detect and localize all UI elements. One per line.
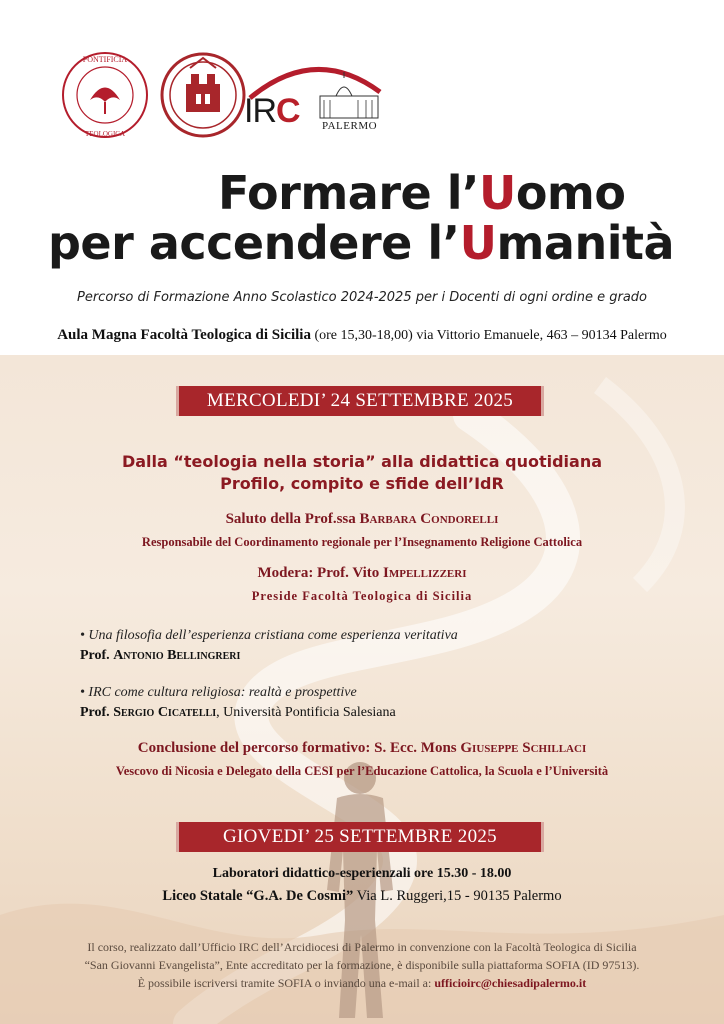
- date-banner-day1: MERCOLEDI’ 24 SETTEMBRE 2025: [176, 386, 544, 416]
- svg-text:PONTIFICIA: PONTIFICIA: [82, 55, 128, 64]
- title-line-1: Formare l’Uomo: [218, 166, 626, 220]
- moderator-line: Modera: Prof. Vito Impellizzeri: [257, 565, 467, 581]
- date-banner-day2: GIOVEDI’ 25 SETTEMBRE 2025: [176, 822, 544, 852]
- pontificia-facolta-seal-icon: [60, 50, 150, 140]
- irc-logo-city: PALERMO: [322, 120, 378, 132]
- venue-line: Aula Magna Facoltà Teologica di Sicilia (ore 15,30-18,00) via Vittorio Emanuele, 463 – 90134 Palermo: [57, 327, 667, 343]
- subtitle: Percorso di Formazione Anno Scolastico 2024-2025 per i Docenti di ogni ordine e grado: [76, 290, 648, 305]
- greeting-role: Responsabile del Coordinamento regionale per l’Insegnamento Religione Cattolica: [141, 535, 583, 549]
- arcidiocesi-seal-icon: [160, 50, 246, 140]
- irc-palermo-logo: [240, 56, 390, 138]
- conclusion-line: Conclusione del percorso formativo: S. Ecc. Mons Giuseppe Schillaci: [137, 740, 587, 756]
- svg-text:TEOLOGICA: TEOLOGICA: [84, 130, 126, 138]
- main-title: [48, 168, 698, 268]
- conclusion-role: Vescovo di Nicosia e Delegato della CESI per l’Educazione Cattolica, la Scuola e l’Università: [115, 764, 609, 778]
- contact-email[interactable]: ufficioirc@chiesadipalermo.it: [434, 976, 587, 990]
- moderator-role: Preside Facoltà Teologica di Sicilia: [251, 589, 473, 603]
- session-title: Dalla “teologia nella storia” alla didattica quotidiana Profilo, compito e sfide dell’IdR: [121, 452, 603, 493]
- title-line-2: per accendere l’Umanità: [48, 216, 675, 270]
- greeting-line: Saluto della Prof.ssa Barbara Condorelli: [225, 511, 499, 527]
- lab-hours: Laboratori didattico-esperienzali ore 15.30 - 18.00: [212, 866, 512, 881]
- lab-location: Liceo Statale “G.A. De Cosmi” Via L. Ruggeri,15 - 90135 Palermo: [162, 888, 562, 904]
- footer-note: Il corso, realizzato dall’Ufficio IRC dell’Arcidiocesi di Palermo in convenzione con la Facoltà Teologica di Sicilia “San Giovanni Evangelista”, Ente accreditato per la formazione, è disponibile sulla piattaforma SOFIA (ID 97513). È possibile iscriversi tramite SOFIA o inviando una e-mail a: ufficioirc@chiesadipalermo.it: [84, 940, 640, 990]
- talk-item: • IRC come cultura religiosa: realtà e prospettive Prof. Sergio Cicatelli, Università Pontificia Salesiana: [80, 685, 396, 720]
- irc-logo-text: IRC: [244, 92, 300, 130]
- talk-item: • Una filosofia dell’esperienza cristiana come esperienza veritativa Prof. Antonio Bellingreri: [80, 628, 458, 663]
